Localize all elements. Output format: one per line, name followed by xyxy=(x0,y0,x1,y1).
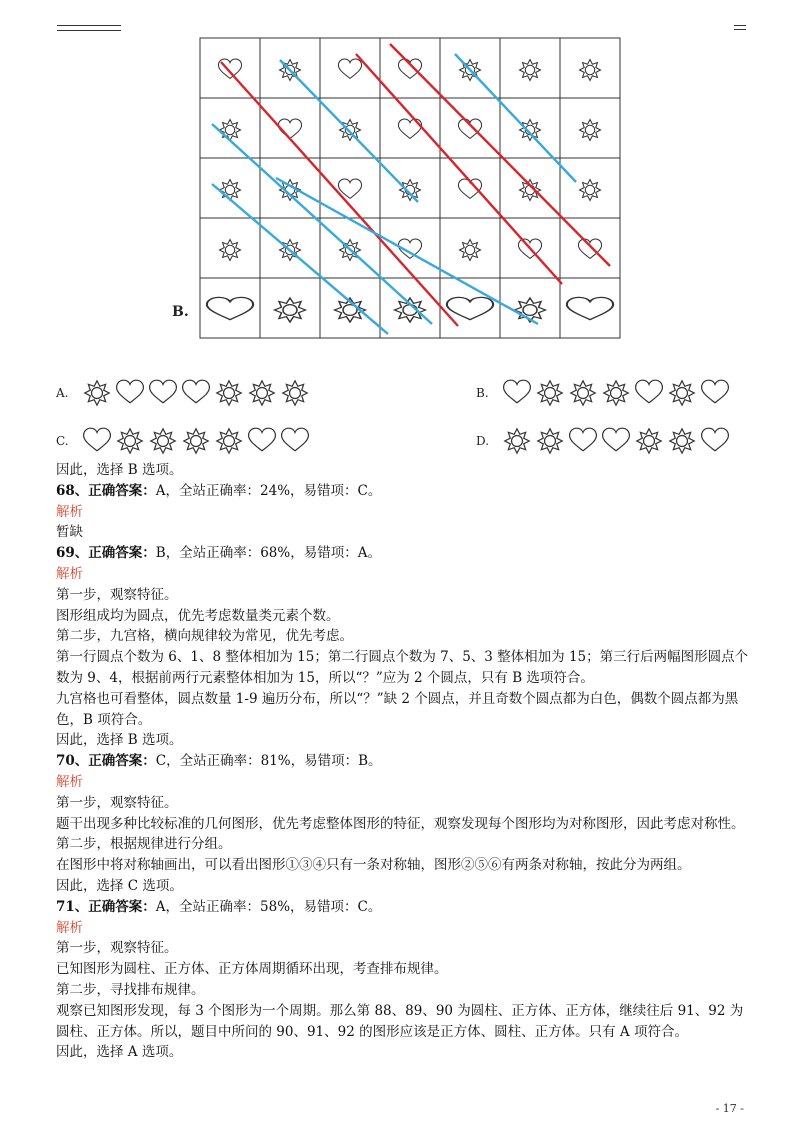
sun-icon xyxy=(538,381,562,405)
sun-icon xyxy=(220,240,241,261)
answer-69-detail: B，全站正确率：68%，易错项：A。 xyxy=(155,545,381,562)
sun-icon xyxy=(670,381,694,405)
answer-70-label: 70、正确答案： xyxy=(56,753,156,770)
answer-68-detail: A，全站正确率：24%，易错项：C。 xyxy=(155,482,382,499)
option-label: C. xyxy=(56,434,69,448)
sun-icon xyxy=(118,429,142,453)
sun-icon xyxy=(520,60,541,81)
analysis-heading-68: 解析 xyxy=(56,503,83,520)
sun-icon xyxy=(217,429,241,453)
heart-icon xyxy=(570,428,597,451)
analysis-71-line2: 已知图形为圆柱、正方体、正方体周期循环出现，考查排布规律。 xyxy=(56,961,448,978)
heart-icon xyxy=(603,428,630,451)
sun-icon xyxy=(220,120,241,141)
sun-icon xyxy=(520,180,541,201)
row-label: B. xyxy=(172,304,189,320)
header-rule-right xyxy=(734,25,746,30)
analysis-heading-70: 解析 xyxy=(56,773,83,790)
answer-68-label: 68、正确答案： xyxy=(56,482,156,499)
analysis-heading-71: 解析 xyxy=(56,919,83,936)
analysis-69-line3: 第二步，九宫格，横向规律较为常见，优先考虑。 xyxy=(56,628,353,645)
sun-icon xyxy=(184,429,208,453)
sun-icon xyxy=(250,381,274,405)
sun-icon xyxy=(505,429,529,453)
sun-icon xyxy=(283,381,307,405)
sun-icon xyxy=(340,120,361,141)
analysis-71-line4: 观察已知图形发现，每 3 个图形为一个周期。那么第 88、89、90 为圆柱、正方体、正方体，继续往后 91、92 为圆柱、正方体。所以，题目中所问的 90、91、92 的图形应该是正方体、圆柱、正方体。只有 A 项符合。 xyxy=(56,1002,744,1040)
analysis-69-line5: 九宫格也可看整体，圆点数量 1-9 遍历分布，所以“？”缺 2 个圆点，并且奇数个圆点都为白色，偶数个圆点都为黑色，B 项符合。 xyxy=(56,690,739,728)
analysis-69-line4: 第一行圆点个数为 6、1、8 整体相加为 15；第二行圆点个数为 7、5、3 整体相加为 15；第三行后两幅图形圆点个数为 9、4，根据前两行元素整体相加为 15，所以“？”应为 2 个圆点，只有 B 选项符合。 xyxy=(56,649,749,686)
heart-icon xyxy=(702,428,729,451)
analysis-70-line5: 因此，选择 C 选项。 xyxy=(56,877,183,894)
analysis-71-line5: 因此，选择 A 选项。 xyxy=(56,1044,183,1061)
analysis-heading-69: 解析 xyxy=(56,565,83,582)
sun-icon xyxy=(538,429,562,453)
answer-70 xyxy=(56,751,756,772)
heart-icon xyxy=(504,380,531,403)
conclusion-67: 因此，选择 B 选项。 xyxy=(56,462,183,478)
sun-icon xyxy=(520,120,541,141)
heart-icon xyxy=(636,380,663,403)
heart-icon xyxy=(84,428,111,451)
header-rule-left xyxy=(57,25,121,31)
answer-68 xyxy=(56,481,756,502)
answer-69 xyxy=(56,543,756,564)
sun-icon xyxy=(580,180,601,201)
pattern-figure xyxy=(160,34,630,344)
analysis-69-line1: 第一步，观察特征。 xyxy=(56,586,178,603)
answer-71-label: 71、正确答案： xyxy=(56,898,156,915)
sun-icon xyxy=(580,120,601,141)
heart-icon xyxy=(150,380,177,403)
sun-icon xyxy=(220,180,241,201)
sun-icon xyxy=(670,429,694,453)
option-label: B. xyxy=(476,386,489,400)
option-label: D. xyxy=(476,434,490,448)
sun-icon xyxy=(571,381,595,405)
analysis-71-line1: 第一步，观察特征。 xyxy=(56,940,178,957)
heart-icon xyxy=(249,428,276,451)
sun-icon xyxy=(604,381,628,405)
sun-icon xyxy=(275,298,306,322)
heart-icon xyxy=(117,380,144,403)
answer-options xyxy=(0,370,800,460)
answer-70-detail: C，全站正确率：81%，易错项：B。 xyxy=(155,753,382,770)
analysis-70-line4: 在图形中将对称轴画出，可以看出图形①③④只有一条对称轴，图形②⑤⑥有两条对称轴，按此分为两组。 xyxy=(56,857,691,874)
analysis-70-line1: 第一步，观察特征。 xyxy=(56,794,178,811)
sun-icon xyxy=(637,429,661,453)
analysis-68-body: 暂缺 xyxy=(56,524,83,541)
analysis-70-line3: 第二步，根据规律进行分组。 xyxy=(56,836,232,853)
answer-71 xyxy=(56,897,756,918)
option-label: A. xyxy=(56,386,69,400)
page-number: - 17 - xyxy=(715,1102,744,1115)
answer-71-detail: A，全站正确率：58%，易错项：C。 xyxy=(155,898,382,915)
sun-icon xyxy=(85,381,109,405)
heart-icon xyxy=(702,380,729,403)
explanation-text xyxy=(56,460,756,1063)
sun-icon xyxy=(151,429,175,453)
sun-icon xyxy=(217,381,241,405)
analysis-69-line6: 因此，选择 B 选项。 xyxy=(56,732,183,749)
analysis-70-line2: 题干出现多种比较标准的几何图形，优先考虑整体图形的特征，观察发现每个图形均为对称图形，因此考虑对称性。 xyxy=(56,815,745,832)
answer-69-label: 69、正确答案： xyxy=(56,545,156,562)
analysis-71-line3: 第二步，寻找排布规律。 xyxy=(56,981,205,998)
sun-icon xyxy=(460,240,481,261)
sun-icon xyxy=(400,180,421,201)
heart-icon xyxy=(282,428,309,451)
sun-icon xyxy=(395,298,426,322)
sun-icon xyxy=(580,60,601,81)
analysis-69-line2: 图形组成均为圆点，优先考虑数量类元素个数。 xyxy=(56,607,340,624)
heart-icon xyxy=(183,380,210,403)
